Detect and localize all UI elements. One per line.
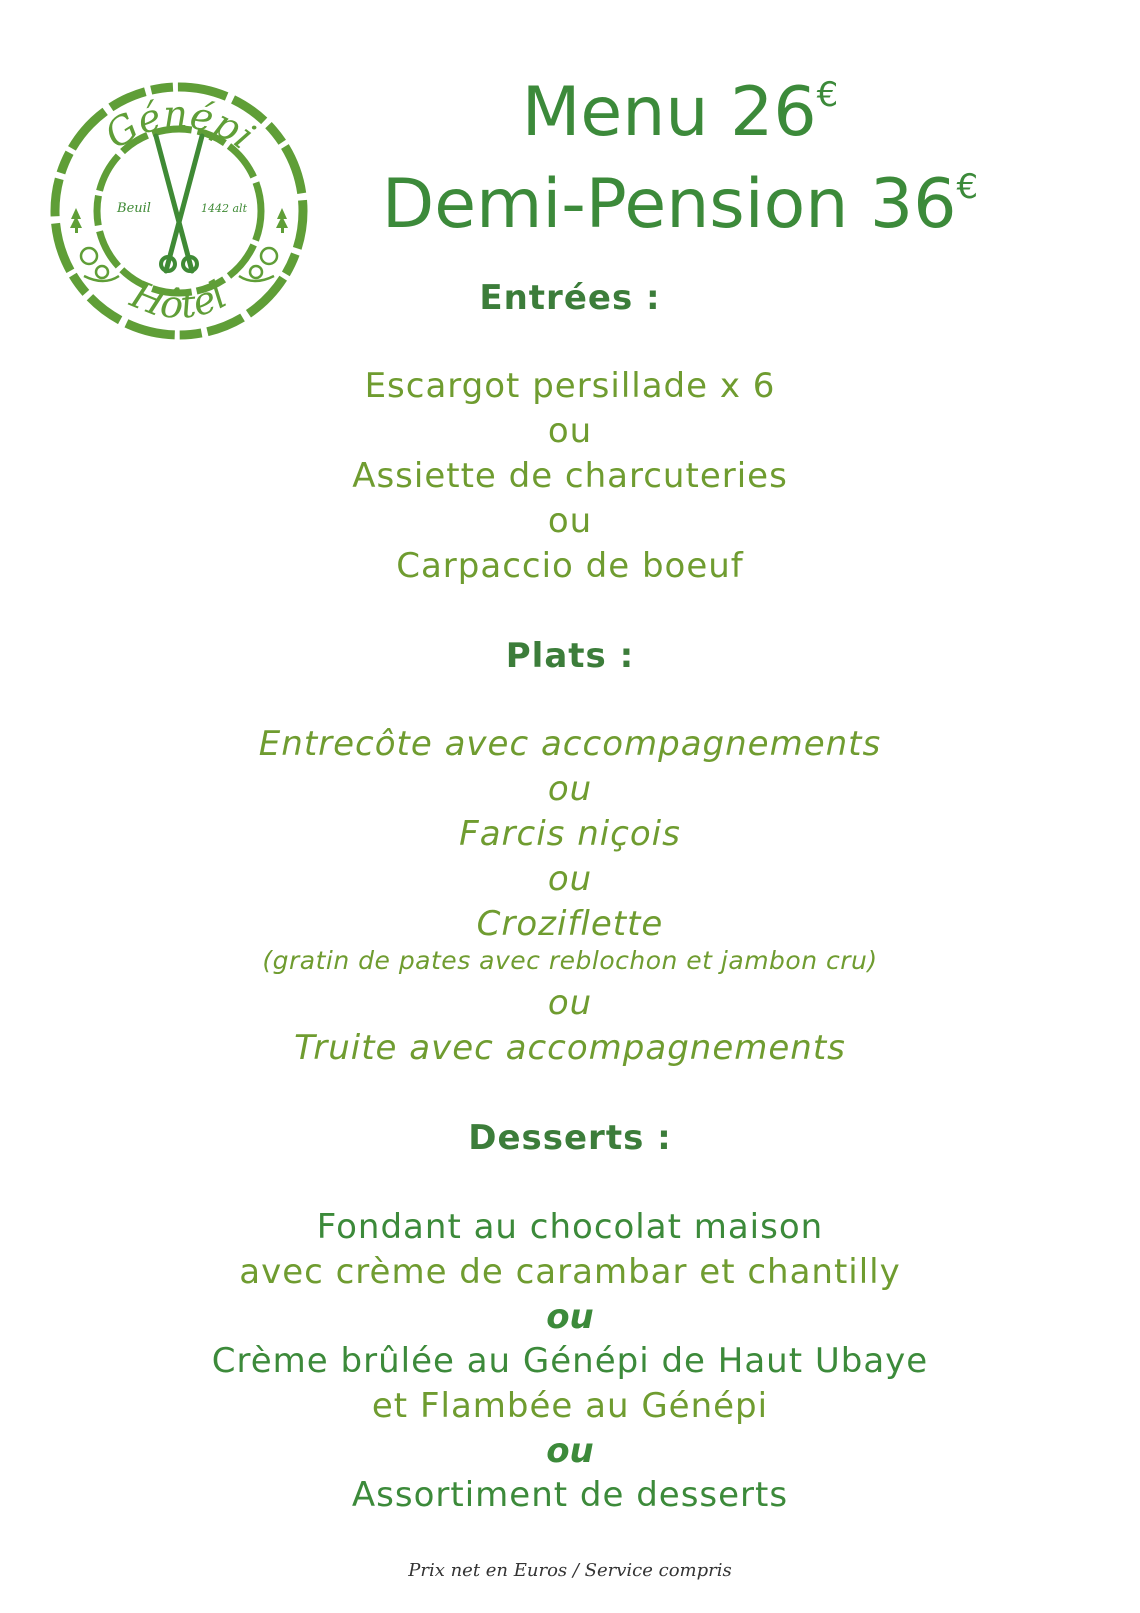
entree-item: Escargot persillade x 6 bbox=[364, 366, 776, 406]
plat-item: Truite avec accompagnements bbox=[294, 1028, 846, 1068]
plat-item: Entrecôte avec accompagnements bbox=[258, 724, 882, 764]
entree-item: Carpaccio de boeuf bbox=[396, 546, 744, 586]
currency-symbol: € bbox=[816, 75, 839, 115]
entree-item: Assiette de charcuteries bbox=[352, 456, 788, 496]
plat-separator: ou bbox=[547, 983, 593, 1023]
tree-icon-left bbox=[70, 208, 82, 233]
entree-separator: ou bbox=[547, 411, 593, 451]
dessert-item-detail: et Flambée au Génépi bbox=[371, 1386, 769, 1426]
entree-separator: ou bbox=[547, 501, 593, 541]
ski-poles-icon bbox=[156, 136, 202, 271]
logo-left-label: Beuil bbox=[117, 201, 151, 216]
desserts-heading: Desserts : bbox=[468, 1118, 672, 1158]
dessert-separator: ou bbox=[546, 1431, 594, 1471]
dessert-separator: ou bbox=[546, 1297, 594, 1337]
plat-description: (gratin de pates avec reblochon et jambon cru) bbox=[262, 946, 878, 975]
logo-name-top: Génépi bbox=[97, 91, 263, 158]
dessert-item: Crème brûlée au Génépi de Haut Ubaye bbox=[211, 1341, 929, 1381]
entrees-heading: Entrées : bbox=[479, 278, 661, 318]
plats-heading: Plats : bbox=[505, 636, 635, 676]
price-footnote: Prix net en Euros / Service compris bbox=[408, 1560, 732, 1581]
half-board-title: Demi-Pension 36€ bbox=[381, 164, 979, 244]
menu-title: Menu 26€ bbox=[521, 72, 839, 152]
dessert-item: Fondant au chocolat maison bbox=[316, 1207, 824, 1247]
logo-name-bottom: Hôtel bbox=[124, 272, 234, 328]
currency-symbol: € bbox=[956, 167, 979, 207]
logo-right-label: 1442 alt bbox=[201, 202, 247, 215]
plat-item: Farcis niçois bbox=[459, 814, 681, 854]
plat-separator: ou bbox=[547, 859, 593, 899]
dessert-item: Assortiment de desserts bbox=[351, 1475, 789, 1515]
plat-separator: ou bbox=[547, 769, 593, 809]
dessert-item-detail: avec crème de carambar et chantilly bbox=[239, 1252, 901, 1292]
plat-item: Croziflette bbox=[476, 904, 664, 944]
